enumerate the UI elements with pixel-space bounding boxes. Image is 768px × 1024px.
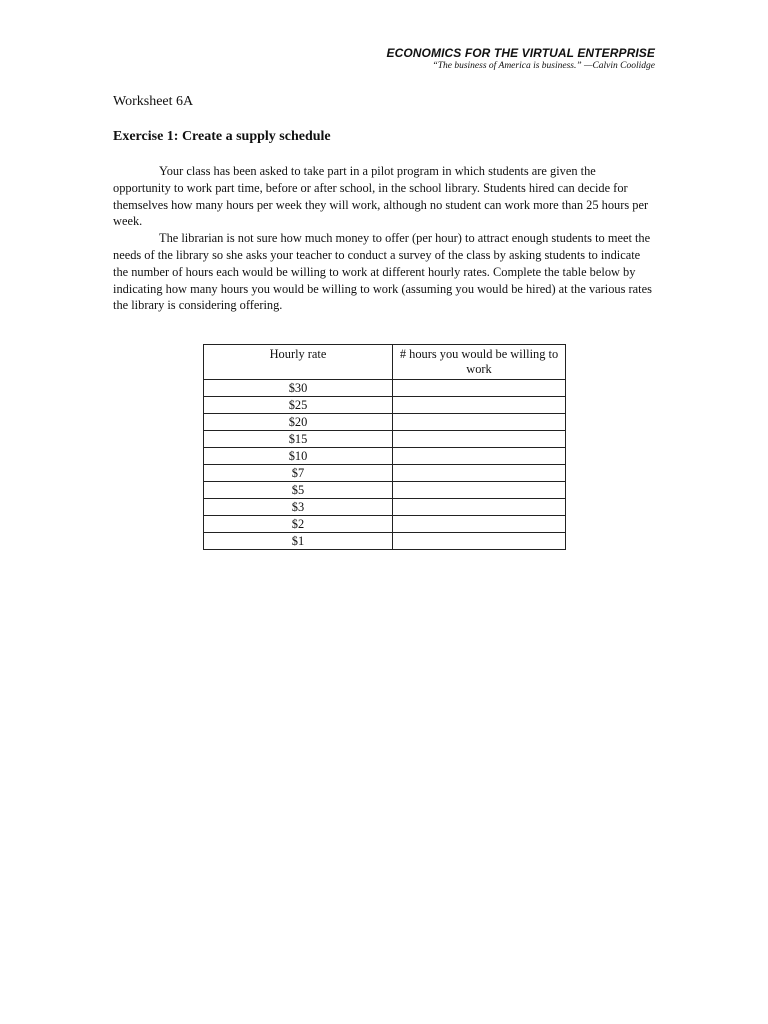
column-header-hours: # hours you would be willing to work xyxy=(393,345,566,380)
rate-cell: $15 xyxy=(204,431,393,448)
header-title: ECONOMICS FOR THE VIRTUAL ENTERPRISE xyxy=(386,46,655,60)
hours-cell[interactable] xyxy=(393,533,566,550)
hours-cell[interactable] xyxy=(393,380,566,397)
rate-cell: $7 xyxy=(204,465,393,482)
worksheet-label: Worksheet 6A xyxy=(113,94,194,109)
table-row xyxy=(204,516,566,533)
table-row xyxy=(204,397,566,414)
hours-cell[interactable] xyxy=(393,448,566,465)
table-row xyxy=(204,482,566,499)
hours-cell[interactable] xyxy=(393,397,566,414)
hours-cell[interactable] xyxy=(393,465,566,482)
rate-cell: $10 xyxy=(204,448,393,465)
hours-cell[interactable] xyxy=(393,482,566,499)
table-row xyxy=(204,414,566,431)
header-quote: “The business of America is business.” —Calvin Coolidge xyxy=(432,61,655,71)
rate-cell: $25 xyxy=(204,397,393,414)
exercise-instructions xyxy=(113,163,656,314)
table-row xyxy=(204,448,566,465)
table-row xyxy=(204,465,566,482)
hours-cell[interactable] xyxy=(393,414,566,431)
rate-cell: $20 xyxy=(204,414,393,431)
hours-cell[interactable] xyxy=(393,431,566,448)
table-row xyxy=(204,431,566,448)
table-header-row xyxy=(204,345,566,380)
paragraph: Your class has been asked to take part in a pilot program in which students are given the opportunity to work part time, before or after school, in the school library. Students hired can decide for themselves how many hours per week they will work, although no student can work more than 25 hours per week. xyxy=(113,164,649,229)
paragraph: The librarian is not sure how much money to offer (per hour) to attract enough students to meet the needs of the library so she asks your teacher to conduct a survey of the class by asking students to indicate the number of hours each would be willing to work at different hourly rates. Complete the table below by indicating how many hours you would be willing to work (assuming you would be hired) at the various rates the library is considering offering. xyxy=(113,231,652,313)
column-header-hourly-rate: Hourly rate xyxy=(204,345,393,380)
hours-cell[interactable] xyxy=(393,516,566,533)
table-row xyxy=(204,380,566,397)
rate-cell: $2 xyxy=(204,516,393,533)
supply-schedule-table xyxy=(203,344,566,550)
rate-cell: $30 xyxy=(204,380,393,397)
table-row xyxy=(204,499,566,516)
table-row xyxy=(204,533,566,550)
rate-cell: $1 xyxy=(204,533,393,550)
document-header xyxy=(386,46,655,72)
hours-cell[interactable] xyxy=(393,499,566,516)
rate-cell: $5 xyxy=(204,482,393,499)
exercise-title: Exercise 1: Create a supply schedule xyxy=(113,129,331,144)
rate-cell: $3 xyxy=(204,499,393,516)
